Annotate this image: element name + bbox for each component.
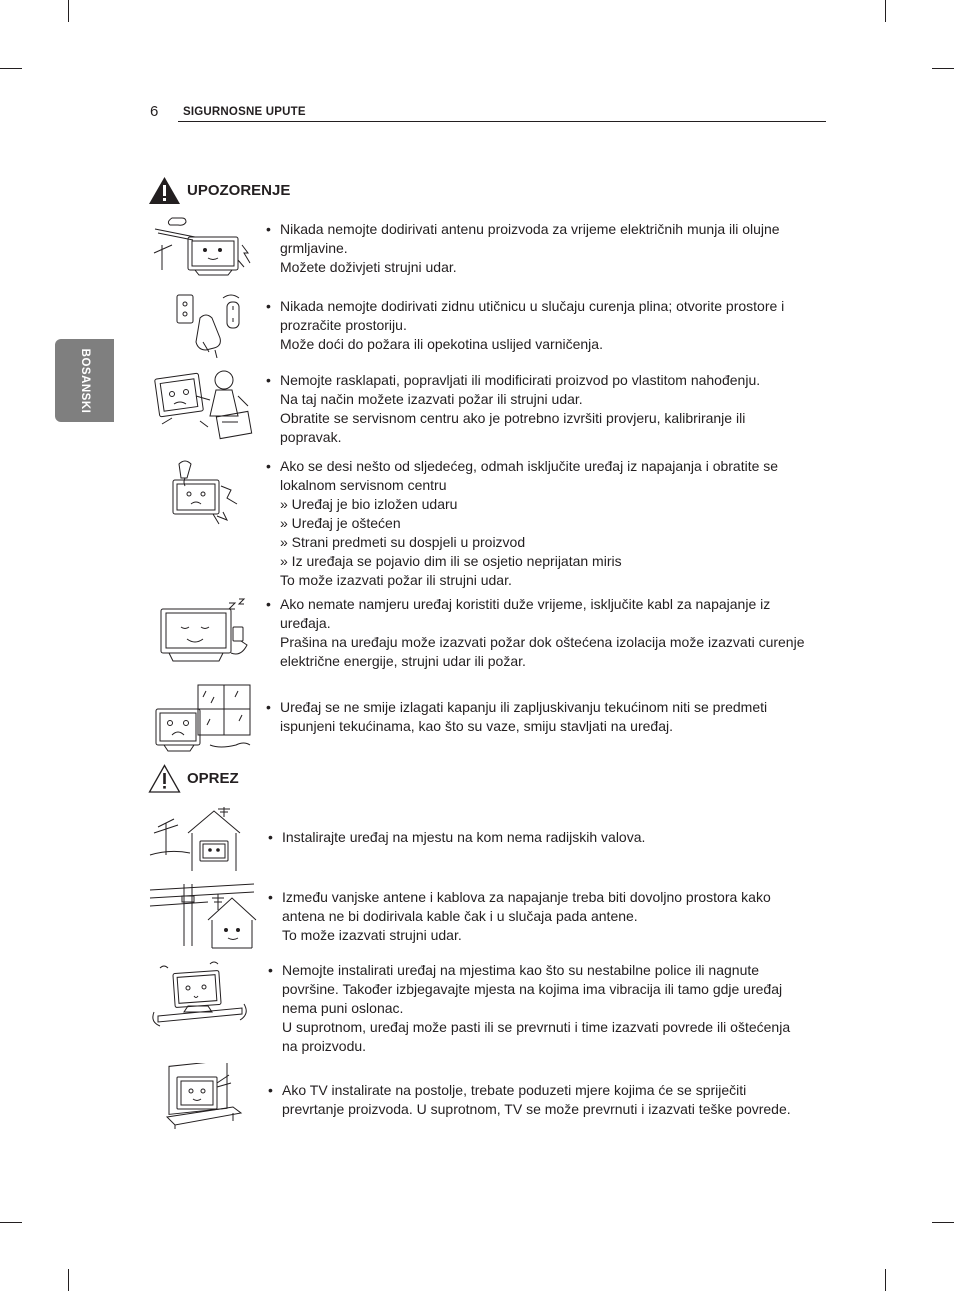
warning-item	[266, 698, 767, 736]
text-line: U suprotnom, uređaj može pasti ili se prevrnuti i time izazvati povrede ili oštećenja	[282, 1019, 791, 1035]
crop-mark	[885, 1269, 886, 1291]
text-line: Nemojte instalirati uređaj na mjestima kao što su nestabilne police ili nagnute	[282, 962, 760, 978]
bullet: •	[268, 829, 273, 845]
bullet: •	[266, 298, 271, 314]
text-line: Obratite se servisnom centru ako je potrebno izvršiti provjeru, kalibriranje ili	[280, 410, 746, 426]
text-line: Nikada nemojte dodirivati antenu proizvoda za vrijeme električnih munja ili olujne	[280, 221, 780, 237]
caution-heading	[148, 764, 239, 793]
warning-triangle-icon	[148, 176, 181, 205]
bullet: •	[266, 372, 271, 388]
warning-item-text	[280, 457, 778, 590]
warning-item	[266, 457, 778, 590]
wall-outlet-gas-icon	[165, 290, 245, 358]
text-line: To može izazvati strujni udar.	[282, 927, 462, 943]
text-line: Instalirajte uređaj na mjestu na kom nema radijskih valova.	[282, 829, 646, 845]
warning-item	[266, 371, 760, 447]
caution-item-text	[282, 828, 645, 847]
text-line: površine. Također izbjegavajte mjesta na kojima ima vibracija ili tamo gdje uređaj	[282, 981, 783, 997]
caution-item-text	[282, 888, 771, 945]
crop-mark	[932, 1222, 954, 1223]
page-number: 6	[150, 103, 159, 120]
bullet: •	[268, 962, 273, 978]
text-line: Na taj način možete izazvati požar ili strujni udar.	[280, 391, 583, 407]
bullet: •	[266, 221, 271, 237]
text-line: » Iz uređaja se pojavio dim ili se osjetio neprijatan miris	[280, 553, 622, 569]
warning-heading	[148, 176, 290, 205]
tv-stand-secured-icon	[163, 1063, 245, 1129]
tv-sleeping-unplugged-icon	[155, 597, 255, 665]
warning-item	[266, 595, 805, 671]
bullet: •	[266, 458, 271, 474]
text-line: na proizvodu.	[282, 1038, 367, 1054]
warning-item-text	[280, 595, 805, 671]
text-line: Možete doživjeti strujni udar.	[280, 259, 457, 275]
caution-item-text	[282, 1081, 791, 1119]
caution-item	[268, 961, 790, 1056]
caution-item	[268, 888, 771, 945]
warning-item	[266, 297, 784, 354]
header-rule	[178, 121, 826, 122]
language-tab	[55, 339, 114, 422]
text-line: » Uređaj je oštećen	[280, 515, 401, 531]
tv-house-radio-waves-icon	[148, 803, 258, 873]
text-line: Ako TV instalirate na postolje, trebate poduzeti mjere kojima će se spriječiti	[282, 1082, 747, 1098]
text-line: Ako nemate namjeru uređaj koristiti duže vrijeme, isključite kabl za napajanje iz	[280, 596, 771, 612]
tv-repair-technician-icon	[152, 366, 258, 441]
caution-triangle-icon	[148, 764, 181, 793]
text-line: antena ne bi dodirivala kable čak i u slučaja pada antene.	[282, 908, 638, 924]
text-line: grmljavine.	[280, 240, 348, 256]
text-line: » Uređaj je bio izložen udaru	[280, 496, 458, 512]
warning-item-text	[280, 371, 760, 447]
text-line: Nikada nemojte dodirivati zidnu utičnicu u slučaju curenja plina; otvorite prostore i	[280, 298, 785, 314]
text-line: To može izazvati požar ili strujni udar.	[280, 572, 512, 588]
bullet: •	[266, 699, 271, 715]
text-line: popravak.	[280, 429, 342, 445]
tv-antenna-lightning-icon	[150, 215, 256, 277]
warning-item-text	[280, 297, 784, 354]
text-line: Prašina na uređaju može izazvati požar dok oštećena izolacija može izazvati curenje	[280, 634, 805, 650]
crop-mark	[932, 68, 954, 69]
bullet: •	[268, 889, 273, 905]
text-line: Može doći do požara ili opekotina uslijed varničenja.	[280, 336, 603, 352]
text-line: ispunjeni tekućinama, kao što su vaze, smiju stavljati na uređaj.	[280, 718, 673, 734]
crop-mark	[68, 1269, 69, 1291]
tv-damaged-spill-icon	[163, 458, 243, 526]
text-line: Nemojte rasklapati, popravljati ili modificirati proizvod po vlastitom nahođenju.	[280, 372, 761, 388]
warning-item-text	[280, 698, 767, 736]
crop-mark	[68, 0, 69, 22]
bullet: •	[266, 596, 271, 612]
text-line: nema puni oslonac.	[282, 1000, 404, 1016]
tv-rain-window-icon	[150, 681, 260, 755]
warning-item	[266, 220, 780, 277]
antenna-power-pole-house-icon	[148, 880, 258, 950]
caution-item	[268, 828, 645, 847]
text-line: Uređaj se ne smije izlagati kapanju ili zapljuskivanju tekućinom niti se predmeti	[280, 699, 768, 715]
text-line: lokalnom servisnom centru	[280, 477, 447, 493]
bullet: •	[268, 1082, 273, 1098]
text-line: uređaja.	[280, 615, 331, 631]
warning-title: UPOZORENJE	[187, 182, 291, 199]
text-line: električne energije, strujni udar ili požar.	[280, 653, 526, 669]
text-line: Između vanjske antene i kablova za napajanje treba biti dovoljno prostora kako	[282, 889, 771, 905]
text-line: » Strani predmeti su dospjeli u proizvod	[280, 534, 526, 550]
crop-mark	[885, 0, 886, 22]
caution-item	[268, 1081, 791, 1119]
language-tab-label: BOSANSKI	[78, 348, 91, 413]
crop-mark	[0, 68, 22, 69]
caution-item-text	[282, 961, 790, 1056]
text-line: prozračite prostoriju.	[280, 317, 407, 333]
crop-mark	[0, 1222, 22, 1223]
tv-unstable-shelf-icon	[150, 960, 250, 1032]
section-title: SIGURNOSNE UPUTE	[183, 106, 306, 118]
text-line: prevrtanje proizvoda. U suprotnom, TV se može prevrnuti i izazvati teške povrede.	[282, 1101, 791, 1117]
warning-item-text	[280, 220, 780, 277]
text-line: Ako se desi nešto od sljedećeg, odmah isključite uređaj iz napajanja i obratite se	[280, 458, 779, 474]
caution-title: OPREZ	[187, 770, 239, 787]
